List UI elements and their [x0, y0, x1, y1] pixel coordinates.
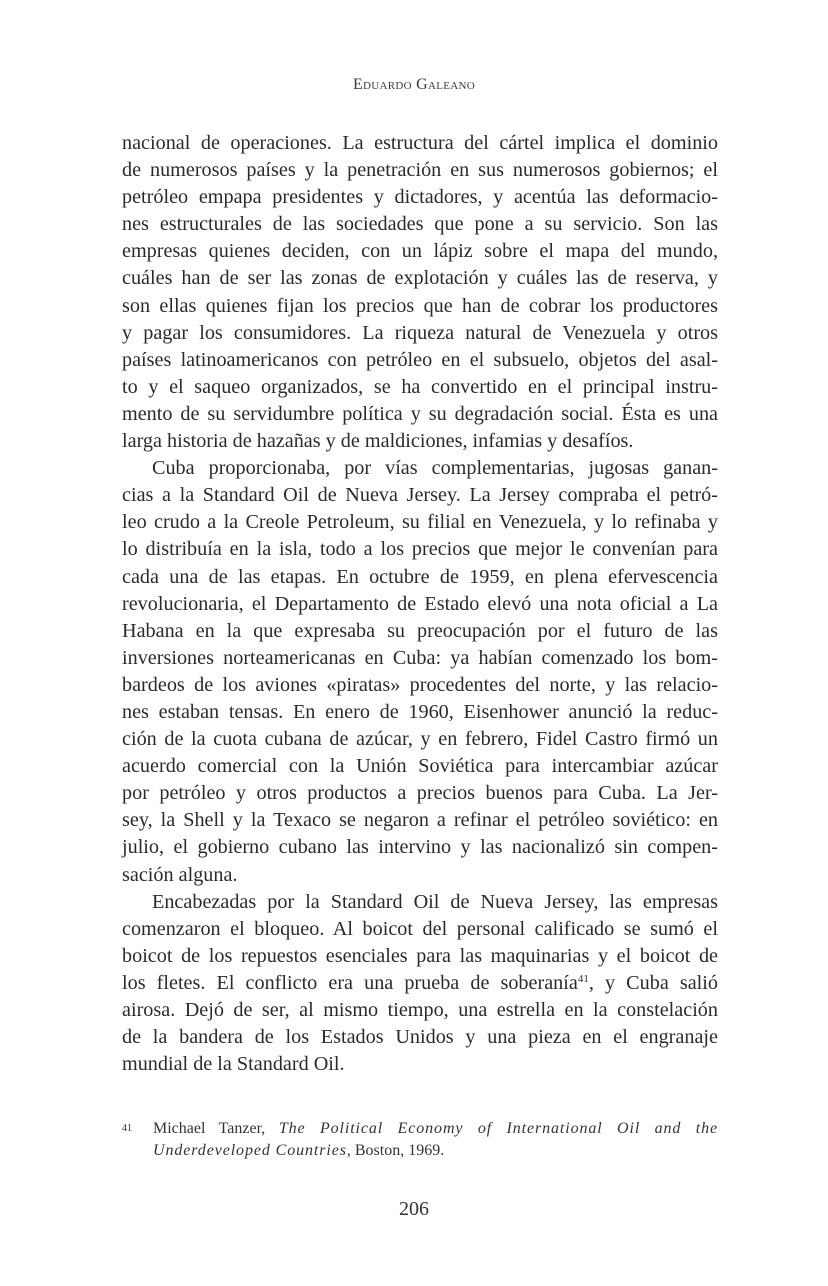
text-line: nacional de operaciones. La estructura del cártel implica el dominio — [122, 132, 718, 154]
text-line: inversiones norteamericanas en Cuba: ya habían comenzado los bom- — [122, 646, 718, 669]
text-line: son ellas quienes fijan los precios que han de cobrar los productores — [122, 294, 718, 317]
text-line: comenzaron el bloqueo. Al boicot del personal calificado se sumó el — [122, 917, 718, 940]
text-line: ción de la cuota cubana de azúcar, y en febrero, Fidel Castro firmó un — [122, 728, 718, 751]
page-number: 206 — [399, 1198, 429, 1220]
text-line-with-footnote — [122, 970, 718, 997]
paragraph-3 — [122, 889, 718, 1079]
text-line: Cuba proporcionaba, por vías complementarias, jugosas ganan- — [152, 457, 718, 480]
text-line: Habana en la que expresaba su preocupación por el futuro de las — [122, 619, 718, 642]
text-line: petróleo empapa presidentes y dictadores, y acentúa las deformacio- — [122, 186, 718, 209]
text-line: lo distribuía en la isla, todo a los precios que mejor le convenían para — [122, 538, 718, 561]
text-line: bardeos de los aviones «piratas» procedentes del norte, y las relacio- — [122, 673, 718, 696]
text-line: to y el saqueo organizados, se ha convertido en el principal instru- — [122, 375, 718, 398]
text-line: cuáles han de ser las zonas de explotación y cuáles las de reserva, y — [122, 267, 718, 290]
text-line: larga historia de hazañas y de maldiciones, infamias y desafíos. — [122, 430, 634, 453]
paragraph-2 — [122, 455, 718, 889]
text-fragment: , y Cuba salió — [588, 971, 718, 994]
text-line: y pagar los consumidores. La riqueza natural de Venezuela y otros — [122, 321, 718, 344]
text-line: Encabezadas por la Standard Oil de Nueva Jersey, las empresas — [152, 890, 718, 913]
text-line: por petróleo y otros productos a precios buenos para Cuba. La Jer- — [122, 782, 718, 805]
footnote — [122, 1118, 718, 1162]
footnote-reference[interactable]: 41 — [577, 972, 589, 985]
text-line: de numerosos países y la penetración en sus numerosos gobiernos; el — [122, 159, 718, 182]
footnote-body — [153, 1118, 718, 1162]
text-line: leo crudo a la Creole Petroleum, su filial en Venezuela, y lo refinaba y — [122, 511, 718, 534]
text-line: julio, el gobierno cubano las intervino y las nacionalizó sin compen- — [122, 836, 718, 859]
text-line: mundial de la Standard Oil. — [122, 1053, 345, 1076]
paragraph-1 — [122, 130, 718, 455]
text-line: empresas quienes deciden, con un lápiz sobre el mapa del mundo, — [122, 240, 718, 263]
body-text — [122, 130, 718, 1078]
text-line: cada una de las etapas. En octubre de 1959, en plena efervescencia — [122, 565, 718, 588]
text-fragment: los fletes. El conflicto era una prueba de soberanía — [122, 971, 578, 994]
text-line: mento de su servidumbre política y su degradación social. Ésta es una — [122, 402, 718, 425]
text-line: de la bandera de los Estados Unidos y una pieza en el engranaje — [122, 1026, 718, 1049]
running-head: Eduardo Galeano — [352, 76, 476, 93]
text-line: acuerdo comercial con la Unión Soviética para intercambiar azúcar — [122, 755, 718, 778]
text-line: cias a la Standard Oil de Nueva Jersey. La Jersey compraba el petró- — [122, 484, 718, 507]
footnote-author: Michael Tanzer, — [153, 1120, 279, 1137]
text-line: nes estructurales de las sociedades que pone a su servicio. Son las — [122, 213, 718, 236]
text-line: sey, la Shell y la Texaco se negaron a refinar el petróleo soviético: en — [122, 809, 718, 832]
footnote-title: The Political Economy of International Oil and the Underdeveloped Countries — [153, 1120, 718, 1159]
text-line: sación alguna. — [122, 863, 238, 886]
text-line: boicot de los repuestos esenciales para las maquinarias y el boicot de — [122, 944, 718, 967]
text-line: airosa. Dejó de ser, al mismo tiempo, una estrella en la constelación — [122, 999, 718, 1021]
footnote-rest: , Boston, 1969. — [346, 1142, 445, 1159]
text-line: países latinoamericanos con petróleo en el subsuelo, objetos del asal- — [122, 348, 718, 371]
text-line: revolucionaria, el Departamento de Estado elevó una nota oficial a La — [122, 592, 718, 615]
footnote-number: 41 — [122, 1123, 132, 1134]
text-line: nes estaban tensas. En enero de 1960, Eisenhower anunció la reduc- — [122, 700, 718, 723]
